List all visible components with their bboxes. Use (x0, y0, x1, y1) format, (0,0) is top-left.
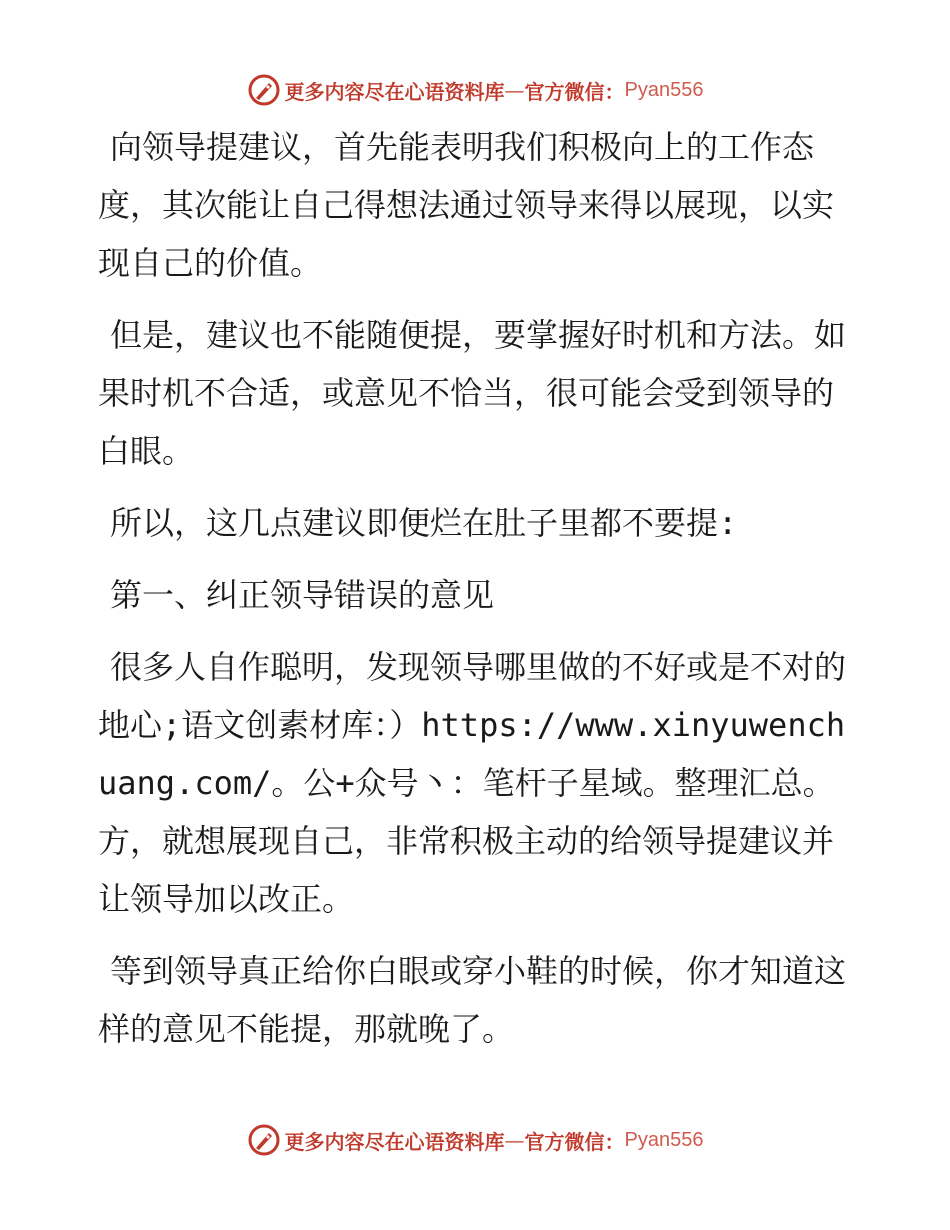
pen-nib-circle-icon (247, 73, 281, 107)
footer-site-text: 更多内容尽在心语资料库 (284, 1129, 505, 1154)
paragraph-consequence: 等到领导真正给你白眼或穿小鞋的时候，你才知道这样的意见不能提，那就晚了。 (98, 952, 847, 1048)
header-banner (0, 70, 950, 110)
footer-wechat-id: Pyan556 (624, 1128, 704, 1151)
footer-wechat-label: 官方微信： (524, 1129, 625, 1154)
header-site-text: 更多内容尽在心语资料库 (284, 79, 505, 104)
paragraph-timing: 但是，建议也不能随便提，要掌握好时机和方法。如果时机不合适，或意见不恰当，很可能会受到领导的白眼。 (98, 316, 847, 470)
header-wechat-id: Pyan556 (624, 78, 704, 101)
header-separator: — (504, 78, 525, 102)
header-wechat-label: 官方微信： (524, 79, 625, 104)
paragraph-lead-in: 所以，这几点建议即便烂在肚子里都不要提: (110, 504, 738, 542)
section-heading-first: 第一、纠正领导错误的意见 (110, 576, 495, 614)
paragraph-intro: 向领导提建议，首先能表明我们积极向上的工作态度，其次能让自己得想法通过领导来得以展现，以实现自己的价值。 (98, 128, 835, 282)
article-body (98, 118, 858, 1072)
paragraph-first-detail: 很多人自作聪明，发现领导哪里做的不好或是不对的地心;语文创素材库：）https://www.xinyuwenchuang.com/。公+众号丶：笔杆子星域。整理汇总。方，就想展现自己，非常积极主动的给领导提建议并让领导加以改正。 (98, 648, 847, 918)
footer-separator: — (504, 1128, 525, 1152)
pen-nib-circle-icon (247, 1123, 281, 1157)
footer-banner (0, 1120, 950, 1160)
